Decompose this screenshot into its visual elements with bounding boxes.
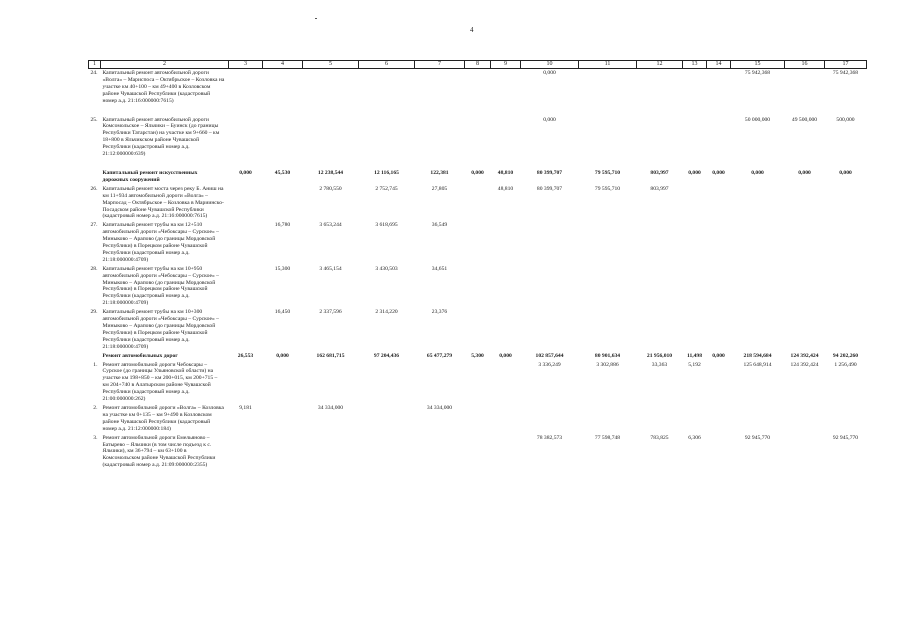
value-cell [229, 265, 263, 308]
column-number: 4 [263, 61, 303, 69]
section-total-row [89, 169, 867, 185]
value-cell: 783,825 [650, 434, 669, 441]
value-cell: 23,376 [431, 309, 448, 316]
value-cell [579, 116, 637, 159]
value-cell [359, 116, 415, 159]
value-cell [263, 185, 303, 222]
value-cell [707, 116, 731, 159]
value-cell [707, 434, 731, 471]
value-cell [785, 404, 825, 434]
value-cell [683, 116, 707, 159]
column-number: 2 [101, 61, 229, 69]
value-cell: 0,000 [839, 169, 852, 176]
value-cell [707, 221, 731, 264]
value-cell [579, 404, 637, 434]
value-cell [303, 434, 359, 471]
column-number: 12 [637, 61, 683, 69]
value-cell [415, 69, 465, 106]
value-cell [491, 361, 521, 404]
value-cell: 80 901,634 [594, 352, 621, 359]
value-cell [521, 221, 579, 264]
value-cell: 78 382,573 [536, 434, 563, 441]
value-cell [229, 434, 263, 471]
value-cell [359, 404, 415, 434]
value-cell [785, 185, 825, 222]
value-cell: 45,530 [274, 169, 291, 176]
value-cell: 803,997 [650, 185, 669, 192]
column-number: 5 [303, 61, 359, 69]
value-cell [683, 308, 707, 351]
budget-table-sheet [88, 60, 867, 470]
value-cell [825, 221, 867, 264]
value-cell: 34,651 [431, 265, 448, 272]
value-cell: 34 334,000 [317, 404, 344, 411]
table-row [89, 69, 867, 106]
value-cell [683, 69, 707, 106]
value-cell: 2 780,550 [319, 185, 342, 192]
table-row [89, 185, 867, 222]
value-cell: 0,000 [712, 169, 725, 176]
value-cell [521, 404, 579, 434]
column-number: 13 [683, 61, 707, 69]
value-cell: 36,549 [431, 222, 448, 229]
value-cell: 79 595,710 [594, 185, 621, 192]
value-cell: 77 598,748 [594, 434, 621, 441]
value-cell [707, 265, 731, 308]
value-cell: 34 334,000 [426, 404, 453, 411]
value-cell [229, 185, 263, 222]
value-cell [731, 185, 785, 222]
value-cell [491, 69, 521, 106]
value-cell [263, 361, 303, 404]
value-cell: 97 204,436 [373, 352, 400, 359]
column-number: 8 [465, 61, 491, 69]
row-number: 27. [90, 222, 98, 229]
value-cell: 26,553 [237, 352, 254, 359]
row-spacer [89, 159, 867, 169]
column-number: 1 [89, 61, 101, 69]
value-cell [825, 185, 867, 222]
value-cell: 16,780 [274, 222, 291, 229]
value-cell [465, 221, 491, 264]
value-cell [465, 361, 491, 404]
value-cell: 122,381 [430, 169, 449, 176]
value-cell: 2 752,745 [375, 185, 398, 192]
value-cell: 15,300 [274, 265, 291, 272]
value-cell [263, 404, 303, 434]
row-number: 24. [90, 70, 98, 76]
value-cell [303, 361, 359, 404]
value-cell: 79 595,710 [594, 169, 621, 176]
column-number: 14 [707, 61, 731, 69]
section-total-row [89, 352, 867, 361]
value-cell [303, 116, 359, 159]
value-cell [359, 69, 415, 106]
row-number: 26. [90, 185, 98, 192]
table-row [89, 116, 867, 159]
value-cell [521, 308, 579, 351]
value-cell [731, 265, 785, 308]
value-cell: 48,810 [497, 185, 514, 192]
table-row [89, 221, 867, 264]
value-cell: 11,498 [686, 352, 703, 359]
table-body [89, 61, 867, 471]
value-cell: 75 942,368 [744, 70, 771, 76]
row-number: 29. [90, 309, 98, 316]
value-cell: 75 942,368 [832, 70, 859, 76]
value-cell [491, 434, 521, 471]
value-cell: 5,300 [471, 352, 484, 359]
value-cell [465, 404, 491, 434]
column-number: 7 [415, 61, 465, 69]
value-cell: 48,810 [497, 169, 514, 176]
column-number: 3 [229, 61, 263, 69]
value-cell [637, 221, 683, 264]
value-cell: 50 000,000 [744, 116, 771, 123]
value-cell: 1 256,490 [834, 361, 857, 368]
value-cell [637, 116, 683, 159]
value-cell: 94 202,260 [832, 352, 859, 359]
value-cell [785, 221, 825, 264]
row-description: Капитальный ремонт трубы на км 12+510 автомобильной дороги «Чебоксары – Сурское» – Миныково – Арапово (до границы Мордовской Республики) в Порецком районе Чувашской Республики (кадастровый номер а.д. 21:18:000000:4709) [102, 222, 219, 263]
value-cell [521, 265, 579, 308]
value-cell: 3 653,244 [319, 222, 342, 229]
row-description: Капитальный ремонт трубы на км 10+950 автомобильной дороги «Чебоксары – Сурское» – Миныково – Арапово (до границы Мордовской Республики) в Порецком районе Чувашской Республики (кадастровый номер а.д. 21:18:000000:4709) [102, 265, 219, 307]
value-cell: 27,805 [431, 185, 448, 192]
value-cell [785, 265, 825, 308]
budget-table [88, 60, 867, 470]
value-cell: 80 399,707 [536, 169, 563, 176]
value-cell: 0,000 [688, 169, 701, 176]
value-cell: 21 956,010 [646, 352, 673, 359]
value-cell [579, 69, 637, 106]
scan-speck [315, 18, 317, 19]
row-description: Ремонт автомобильной дороги «Волга» – Козловка на участке км 0+135 – км 9+490 в Козловском районе Чувашской Республики (кадастровый номер а.д. 21:12:000000:184) [102, 404, 224, 432]
value-cell [731, 221, 785, 264]
value-cell [637, 308, 683, 351]
value-cell [637, 265, 683, 308]
value-cell: 124 392,424 [790, 352, 819, 359]
value-cell [303, 69, 359, 106]
value-cell [491, 308, 521, 351]
value-cell [785, 308, 825, 351]
value-cell: 6,306 [688, 434, 701, 441]
value-cell: 49 500,000 [791, 116, 818, 123]
row-number: 2. [93, 404, 98, 411]
value-cell: 80 399,707 [536, 185, 563, 192]
value-cell: 65 477,279 [426, 352, 453, 359]
row-number [89, 169, 101, 185]
value-cell [229, 361, 263, 404]
column-number: 16 [785, 61, 825, 69]
value-cell [707, 185, 731, 222]
value-cell: 803,997 [650, 169, 669, 176]
row-spacer [89, 106, 867, 116]
value-cell: 500,000 [836, 116, 855, 123]
row-number: 28. [90, 265, 98, 272]
column-number: 15 [731, 61, 785, 69]
value-cell [491, 404, 521, 434]
value-cell: 92 945,770 [744, 434, 771, 441]
row-description: Капитальный ремонт автомобильной дороги Комсомольское – Яльчики – Буинск (до границы Республики Татарстан) на участке км 9+660 – км 18+800 в Яльчикском районе Чувашской Республики (кадастровый номер а.д. 21:12:000000:639) [102, 116, 220, 158]
value-cell: 12 116,165 [374, 169, 399, 176]
value-cell [579, 265, 637, 308]
table-row [89, 434, 867, 471]
value-cell: 9,181 [239, 404, 252, 411]
value-cell [415, 116, 465, 159]
value-cell [229, 116, 263, 159]
value-cell: 0,000 [543, 70, 556, 76]
column-number: 17 [825, 61, 867, 69]
value-cell: 12 238,544 [317, 169, 344, 176]
value-cell [683, 265, 707, 308]
row-description: Капитальный ремонт автомобильной дороги «Волга» – Мариспоса – Октябрьское – Козловка на участке км 40+100 – км 49+400 в Козловском районе Чувашской Республики (кадастровый номер а.д. 21:16:000000:7615) [102, 70, 225, 104]
value-cell: 5,192 [688, 361, 701, 368]
value-cell [579, 308, 637, 351]
value-cell: 125 648,914 [743, 361, 772, 368]
table-row [89, 308, 867, 351]
value-cell [491, 116, 521, 159]
value-cell [229, 221, 263, 264]
value-cell [707, 361, 731, 404]
value-cell [465, 434, 491, 471]
value-cell [465, 185, 491, 222]
value-cell [683, 404, 707, 434]
value-cell [707, 69, 731, 106]
row-number: 3. [93, 434, 98, 441]
value-cell [465, 308, 491, 351]
row-description: Ремонт автомобильной дороги Емельяново – Батырево – Яльчики (в том числе подъезд к с. Яльчики), км 36+794 – км 63+100 в Комсомольском районе Чувашской Республики (кадастровый номер а.д. 21:09:000000:2355) [102, 434, 216, 469]
value-cell: 0,000 [239, 169, 252, 176]
value-cell [683, 185, 707, 222]
value-cell: 0,000 [499, 352, 512, 359]
value-cell [825, 404, 867, 434]
value-cell: 3 430,503 [375, 265, 398, 272]
value-cell [465, 116, 491, 159]
value-cell: 0,000 [276, 352, 289, 359]
value-cell [637, 69, 683, 106]
table-row [89, 265, 867, 308]
value-cell [731, 308, 785, 351]
row-description: Ремонт автомобильной дороги Чебоксары – Сурское (до границы Ульяновской области) на участке км 198+850 – км 200+015, км 200+715 – км 204+740 в Алатырском районе Чувашской Республики (кадастровый номер а.д. 21:00:000000:262) [102, 361, 218, 403]
value-cell: 3 618,695 [375, 222, 398, 229]
value-cell [263, 434, 303, 471]
value-cell: 162 681,715 [316, 352, 345, 359]
table-row [89, 361, 867, 404]
column-number: 10 [521, 61, 579, 69]
value-cell [263, 69, 303, 106]
value-cell [731, 404, 785, 434]
value-cell [359, 361, 415, 404]
value-cell [579, 221, 637, 264]
value-cell [683, 221, 707, 264]
value-cell: 0,000 [751, 169, 764, 176]
column-number: 6 [359, 61, 415, 69]
spacer-cell [89, 159, 867, 169]
value-cell: 102 857,644 [535, 352, 564, 359]
row-number [89, 352, 101, 361]
value-cell: 2 337,596 [319, 309, 342, 316]
value-cell: 218 594,684 [743, 352, 772, 359]
value-cell: 3 336,249 [538, 361, 561, 368]
row-number: 25. [90, 116, 98, 123]
value-cell [491, 221, 521, 264]
value-cell: 33,363 [651, 361, 668, 368]
value-cell: 16,450 [274, 309, 291, 316]
value-cell [707, 308, 731, 351]
value-cell: 0,000 [471, 169, 484, 176]
row-description: Ремонт автомобильных дорог [102, 352, 178, 359]
value-cell [825, 265, 867, 308]
value-cell: 3 302,886 [596, 361, 619, 368]
value-cell [415, 434, 465, 471]
table-row [89, 404, 867, 434]
value-cell [785, 434, 825, 471]
value-cell [465, 265, 491, 308]
column-number: 9 [491, 61, 521, 69]
row-description: Капитальный ремонт трубы на км 10+300 автомобильной дороги «Чебоксары – Сурское» – Миныково – Арапово (до границы Мордовской Республики) в Порецком районе Чувашской Республики (кадастровый номер а.д. 21:18:000000:4709) [102, 309, 219, 350]
row-description: Капитальный ремонт искусственных дорожных сооружений [102, 169, 198, 183]
value-cell [415, 361, 465, 404]
value-cell: 0,000 [798, 169, 811, 176]
value-cell: 92 945,770 [832, 434, 859, 441]
value-cell [229, 308, 263, 351]
value-cell [359, 434, 415, 471]
value-cell: 2 314,220 [375, 309, 398, 316]
value-cell [707, 404, 731, 434]
value-cell [825, 308, 867, 351]
value-cell [229, 69, 263, 106]
value-cell: 3 465,154 [319, 265, 342, 272]
value-cell [263, 116, 303, 159]
column-number-header [89, 61, 867, 69]
value-cell [637, 404, 683, 434]
value-cell: 0,000 [543, 116, 556, 123]
column-number: 11 [579, 61, 637, 69]
value-cell [785, 69, 825, 106]
value-cell: 124 392,424 [790, 361, 819, 368]
row-description: Капитальный ремонт моста через реку Б. Аниш на км 11+934 автомобильной дороги «Волга» – Марпосад – Октябрьское – Козловка в Мариинско-Посадском районе Чувашской Республики (кадастровый номер а.д. 21:16:000000:7615) [102, 185, 224, 220]
value-cell: 0,000 [712, 352, 725, 359]
value-cell [465, 69, 491, 106]
value-cell [491, 265, 521, 308]
row-number: 1. [93, 361, 98, 368]
page-number: 4 [470, 26, 474, 34]
spacer-cell [89, 106, 867, 116]
